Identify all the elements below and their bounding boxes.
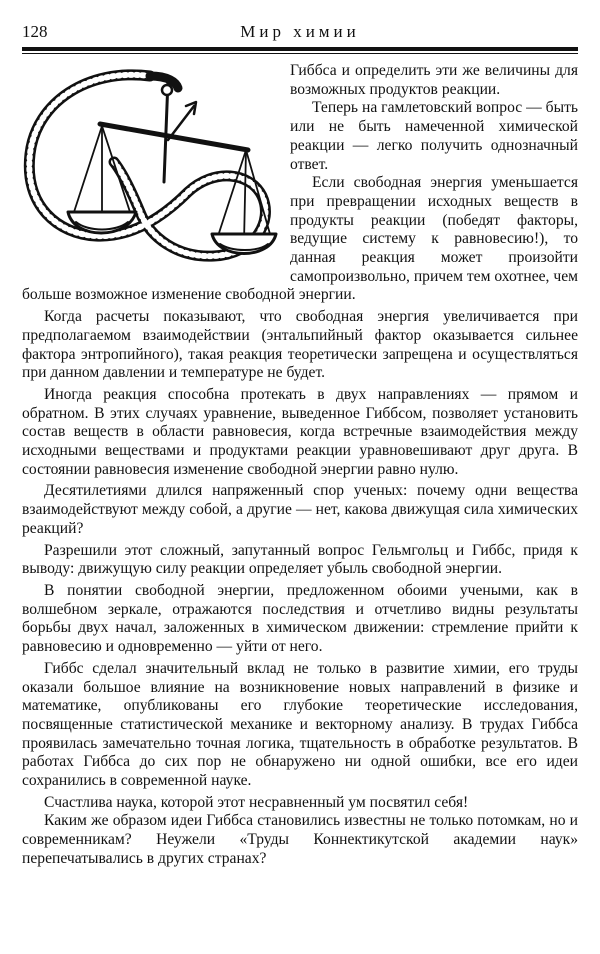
balance-scale-drawing	[18, 62, 280, 266]
paragraph: Если свободная энергия уменьшается при превращении исходных веществ в продукты реакции (победят факторы, ведущие систему к равновесию!), то данная реакция может произойти самопроизвольно, причем тем охотнее, чем больше возможное изменение свободной энергии.	[22, 174, 578, 304]
paragraph: Разрешили этот сложный, запутанный вопрос Гельмгольц и Гиббс, придя к выводу: движущую силу реакции определяет убыль свободной энергии.	[22, 541, 578, 578]
paragraph: Каким же образом идеи Гиббса становились известны не только потомкам, но и современникам? Неужели «Труды Коннектикутской академии наук» перепечатывались в других странах?	[22, 812, 578, 867]
paragraph: Гиббса и определить эти же величины для возможных продуктов реакции.	[290, 62, 578, 98]
paragraph: Иногда реакция способна протекать в двух направлениях — прямом и обратном. В этих случаях уравнение, выведенное Гиббсом, позволяет установить состав веществ в области равновесия, когда встречные взаимодействия между исходными веществами и продуктами реакции уравновешивают друг друга. В состоянии равновесия изменение свободной энергии равно нулю.	[22, 385, 578, 478]
body-text	[22, 62, 578, 869]
page-number: 128	[22, 22, 48, 41]
balance-scale-illustration	[18, 62, 280, 266]
paragraph: Гиббс сделал значительный вклад не только в развитие химии, его труды оказали большое влияние на возникновение новых направлений в физике и математике, опубликованы его глубокие теоретические исследования, посвященные статистической механике и векторному анализу. В трудах Гиббса проявилась замечательно точная логика, тщательность в обработке результатов. В работах Гиббса до сих пор не обнаружено ни одной ошибки, все его идеи сохранились в современной науке.	[22, 659, 578, 790]
page-header	[22, 22, 578, 46]
paragraph: В понятии свободной энергии, предложенном обоими учеными, как в волшебном зеркале, отражаются последствия и отчетливо видны результаты борьбы двух начал, заложенных в химическом движении: стремление прийти к равновесию и одновременно — уйти от него.	[22, 581, 578, 656]
paragraph: Теперь на гамлетовский вопрос — быть или не быть намеченной химической реакции — легко получить однозначный ответ.	[290, 99, 578, 173]
paragraph: Когда расчеты показывают, что свободная энергия увеличивается при предполагаемом взаимодействии (энтальпийный фактор оказывается сильнее фактора энтропийного), такая реакция теоретически запрещена и осуществляться при данном давлении и температуре не будет.	[22, 308, 578, 382]
running-title: Мир химии	[240, 22, 360, 41]
header-rule-thin	[22, 53, 578, 54]
header-rule-thick	[22, 47, 578, 51]
paragraph: Счастлива наука, которой этот несравненный ум посвятил себя!	[44, 793, 469, 811]
paragraph: Десятилетиями длился напряженный спор ученых: почему одни вещества взаимодействуют между собой, а другие — нет, какова движущая сила химических реакций?	[22, 482, 578, 537]
